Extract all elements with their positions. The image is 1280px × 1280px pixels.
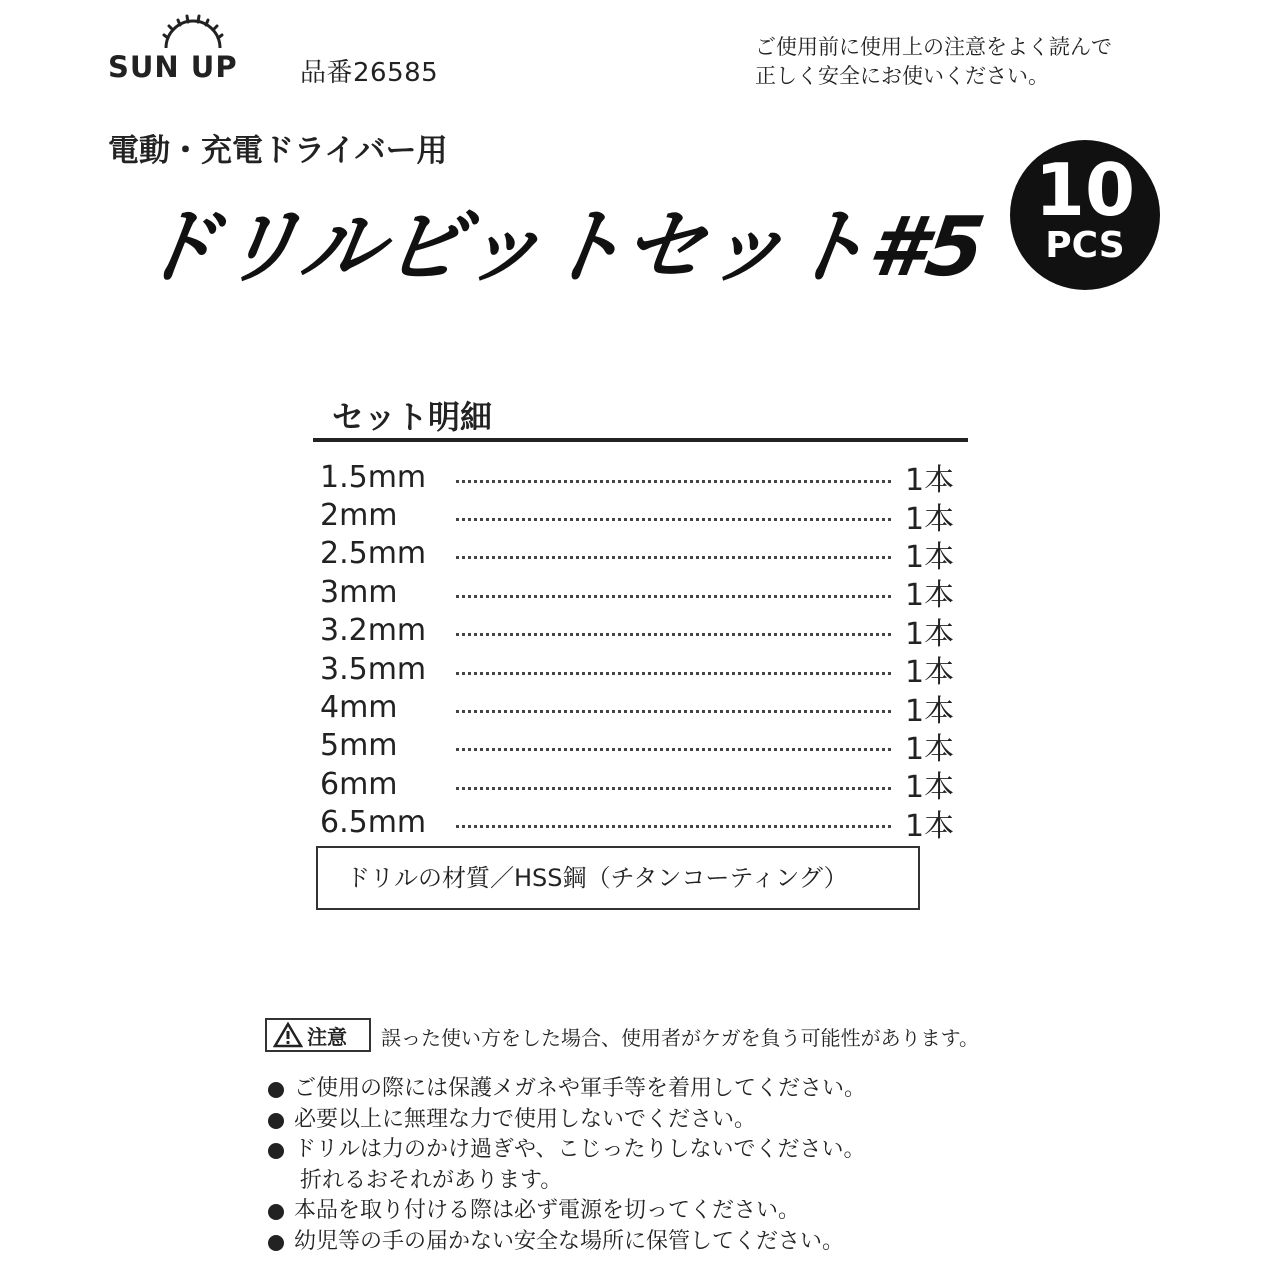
caution-list — [268, 1074, 1068, 1257]
usage-notice-line: ご使用前に使用上の注意をよく読んで — [755, 35, 1112, 59]
caution-item — [268, 1196, 1068, 1227]
set-list-heading: セット明細 — [332, 398, 493, 436]
caution-label: 注意 — [307, 1024, 347, 1049]
bullet-icon — [268, 1204, 284, 1220]
leader-dots — [456, 480, 891, 483]
bit-size: 2.5mm — [320, 536, 427, 572]
caution-item — [268, 1074, 1068, 1105]
brand-logo — [108, 10, 278, 85]
bit-size: 3mm — [320, 574, 398, 610]
list-item — [320, 535, 965, 573]
badge-unit: PCS — [1045, 225, 1125, 266]
bullet-icon — [268, 1143, 284, 1159]
list-item — [320, 765, 965, 806]
product-subtitle: 電動・充電ドライバー用 — [108, 133, 448, 169]
leader-dots — [456, 748, 891, 751]
caution-continuation: 折れるおそれがあります。 — [300, 1167, 563, 1193]
bit-size: 2mm — [320, 498, 398, 534]
bit-quantity: 1本 — [905, 463, 955, 499]
list-item — [320, 612, 965, 650]
bit-quantity: 1本 — [905, 539, 955, 575]
caution-text: 本品を取り付ける際は必ず電源を切ってください。 — [294, 1198, 801, 1223]
bit-quantity: 1本 — [905, 578, 955, 614]
list-item — [320, 496, 965, 537]
bit-quantity: 1本 — [905, 693, 955, 729]
set-list — [320, 458, 965, 842]
bit-quantity: 1本 — [905, 808, 955, 844]
leader-dots — [456, 787, 891, 790]
leader-dots — [456, 710, 891, 713]
usage-notice — [755, 33, 1175, 91]
list-item — [320, 727, 965, 765]
leader-dots — [456, 518, 891, 521]
bullet-icon — [268, 1235, 284, 1251]
bit-quantity: 1本 — [905, 655, 955, 691]
list-item — [320, 458, 965, 499]
leader-dots — [456, 633, 891, 636]
caution-item — [268, 1135, 1068, 1196]
leader-dots — [456, 595, 891, 598]
list-item — [320, 573, 965, 614]
brand-name: SUN UP — [108, 50, 238, 84]
product-title: ドリルビットセット#5 — [130, 200, 991, 295]
bit-size: 1.5mm — [320, 459, 427, 495]
bit-size: 6.5mm — [320, 805, 427, 841]
caution-text: ご使用の際には保護メガネや軍手等を着用してください。 — [294, 1076, 867, 1101]
usage-notice-line: 正しく安全にお使いください。 — [755, 64, 1049, 88]
caution-item — [268, 1227, 1068, 1258]
list-item — [320, 804, 965, 842]
sun-logo-icon — [158, 10, 228, 50]
part-number: 品番26585 — [300, 58, 439, 88]
piece-count-badge — [1010, 140, 1160, 290]
warning-triangle-icon — [273, 1022, 303, 1048]
leader-dots — [456, 556, 891, 559]
caution-tag — [265, 1018, 371, 1052]
set-list-divider — [313, 438, 968, 442]
caution-text: 幼児等の手の届かない安全な場所に保管してください。 — [294, 1228, 845, 1254]
bullet-icon — [268, 1082, 284, 1098]
bit-quantity: 1本 — [905, 616, 955, 652]
bit-size: 4mm — [320, 690, 398, 726]
list-item — [320, 688, 965, 729]
bit-quantity: 1本 — [905, 770, 955, 806]
bit-quantity: 1本 — [905, 501, 955, 537]
caution-text: 必要以上に無理な力で使用しないでください。 — [294, 1106, 757, 1132]
caution-item — [268, 1105, 1068, 1136]
bit-size: 3.2mm — [320, 613, 427, 649]
caution-text: ドリルは力のかけ過ぎや、こじったりしないでください。 — [294, 1137, 866, 1162]
bit-size: 5mm — [320, 728, 398, 764]
list-item — [320, 650, 965, 691]
material-box: ドリルの材質／HSS鋼（チタンコーティング） — [316, 846, 920, 910]
badge-count: 10 — [1034, 148, 1136, 232]
caution-warning: 誤った使い方をした場合、使用者がケガを負う可能性があります。 — [381, 1026, 979, 1050]
bit-quantity: 1本 — [905, 731, 955, 767]
leader-dots — [456, 825, 891, 828]
bit-size: 6mm — [320, 766, 398, 802]
leader-dots — [456, 672, 891, 675]
bit-size: 3.5mm — [320, 651, 427, 687]
caution-header — [265, 1018, 1045, 1052]
bullet-icon — [268, 1113, 284, 1129]
